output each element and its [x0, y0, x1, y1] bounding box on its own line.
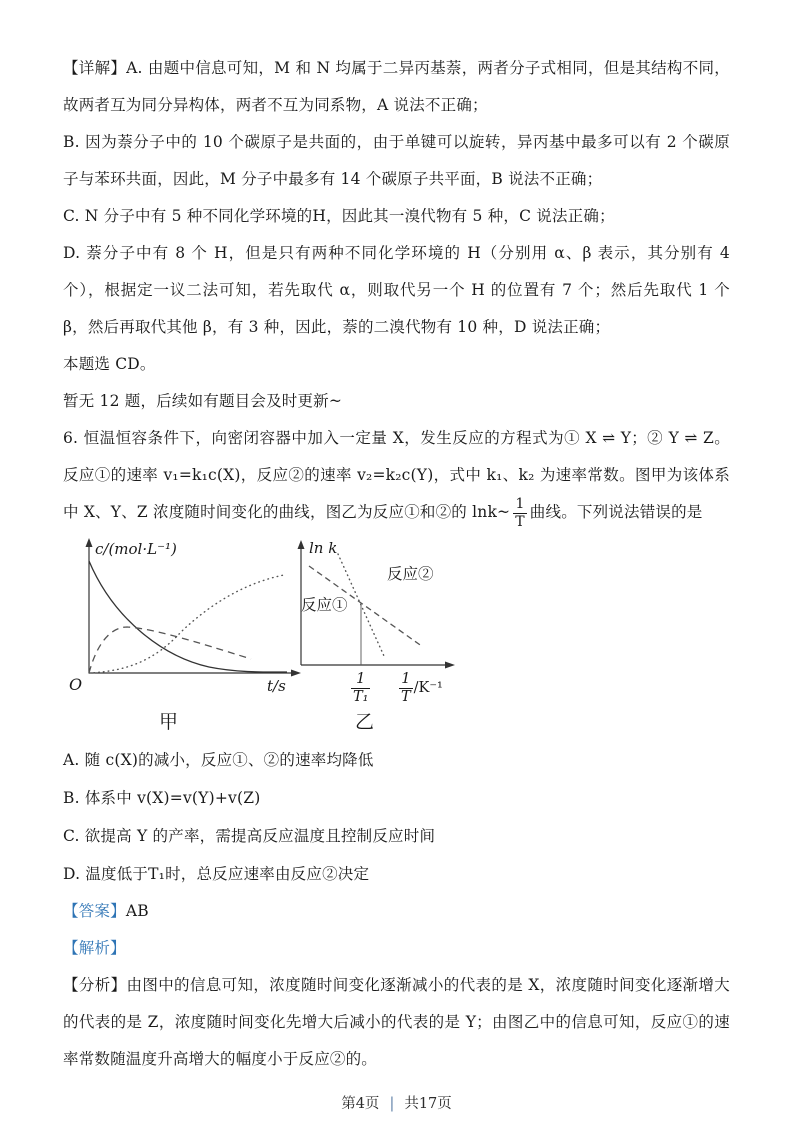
reaction-2-label: 反应② [387, 565, 434, 583]
footer-total-pages: 共17页 [404, 1096, 452, 1112]
question-6-text [63, 420, 730, 531]
caption-yi: 乙 [355, 711, 375, 733]
question-text-after-fraction: 曲线。下列说法错误的是 [529, 503, 703, 521]
chart-concentration-vs-time [59, 535, 309, 705]
update-notice-line: 暂无 12 题，后续如有题目会及时更新~ [63, 392, 343, 410]
footer-page-number: 第4页 [341, 1096, 380, 1112]
page-footer [0, 1092, 793, 1113]
jia-y-axis-label: c/(mol·L⁻¹) [95, 540, 177, 558]
jia-y-axis-arrow [86, 538, 93, 547]
curve-Z-dotted [89, 575, 284, 673]
yi-y-axis-label: ln k [309, 539, 338, 557]
jia-origin-label: O [69, 675, 83, 694]
analysis-header-line [63, 930, 730, 967]
analysis-paragraph: 【分析】由图中的信息可知，浓度随时间变化逐渐减小的代表的是 X，浓度随时间变化逐渐增大的代表的是 Z，浓度随时间变化先增大后减小的代表的是 Y；由图乙中的信息可知，反应①的速率常数随温度升高增大的幅度小于反应②的。 [63, 976, 730, 1068]
caption-jia: 甲 [159, 711, 179, 733]
curve-Y-dashed [89, 627, 251, 673]
question-text-before-fraction: 6. 恒温恒容条件下，向密闭容器中加入一定量 X，发生反应的方程式为① X ⇌ Y；② Y ⇌ Z。反应①的速率 v₁=k₁c(X)，反应②的速率 v₂=k₂c(Y)，式中 k₁、k₂ 为速率常数。图甲为该体系中 X、Y、Z 浓度随时间变化的曲线，图乙为反应①和②的 lnk~ [63, 429, 730, 521]
analysis-label: 【解析】 [63, 939, 126, 957]
footer-separator: | [389, 1096, 395, 1112]
yi-x-axis-unit: /K⁻¹ [413, 680, 443, 697]
option-c: C. 欲提高 Y 的产率，需提高反应温度且控制反应时间 [63, 827, 436, 845]
answer-label: 【答案】 [63, 902, 126, 920]
yi-x-axis-label: $\frac{1}{T}$ /K⁻¹ [401, 671, 443, 705]
answer-line [63, 893, 730, 930]
explanation-paragraph-b: B. 因为萘分子中的 10 个碳原子是共面的，由于单键可以旋转，异丙基中最多可以有 2 个碳原子与苯环共面，因此，M 分子中最多有 14 个碳原子共平面，B 说法不正确； [63, 133, 730, 188]
option-a: A. 随 c(X)的减小，反应①、②的速率均降低 [63, 751, 374, 769]
chart-lnk-vs-inverse-T [287, 535, 477, 675]
yi-tick-1-over-T1: $\frac{1}{\text{T₁}}$ [353, 671, 369, 705]
curve-X-solid [89, 561, 287, 672]
conclusion-line: 本题选 CD。 [63, 355, 156, 373]
answer-value: AB [125, 902, 149, 920]
option-d: D. 温度低于T₁时，总反应速率由反应②决定 [63, 865, 370, 883]
explanation-paragraph-a: 【详解】A. 由题中信息可知，M 和 N 均属于二异丙基萘，两者分子式相同，但是其结构不同，故两者互为同分异构体，两者不互为同系物，A 说法不正确； [63, 59, 730, 114]
yi-x-axis-arrow [445, 662, 455, 669]
inline-fraction-1-over-T: $\frac{1}{T}$ [515, 496, 525, 530]
reaction-1-label: 反应① [301, 596, 348, 614]
yi-y-axis-arrow [298, 540, 305, 549]
figure-panel [63, 535, 730, 741]
explanation-paragraph-c: C. N 分子中有 5 种不同化学环境的H，因此其一溴代物有 5 种，C 说法正确； [63, 207, 615, 225]
explanation-paragraph-d: D. 萘分子中有 8 个 H，但是只有两种不同化学环境的 H（分别用 α、β 表示，其分别有 4 个），根据定一议二法可知，若先取代 α，则取代另一个 H 的位置有 7 个；然后先取代 1 个 β，然后再取代其他 β，有 3 种，因此，萘的二溴代物有 10 种，D 说法正确； [63, 244, 730, 336]
option-b: B. 体系中 v(X)=v(Y)+v(Z) [63, 789, 261, 807]
jia-x-axis-label: t/s [267, 677, 286, 695]
